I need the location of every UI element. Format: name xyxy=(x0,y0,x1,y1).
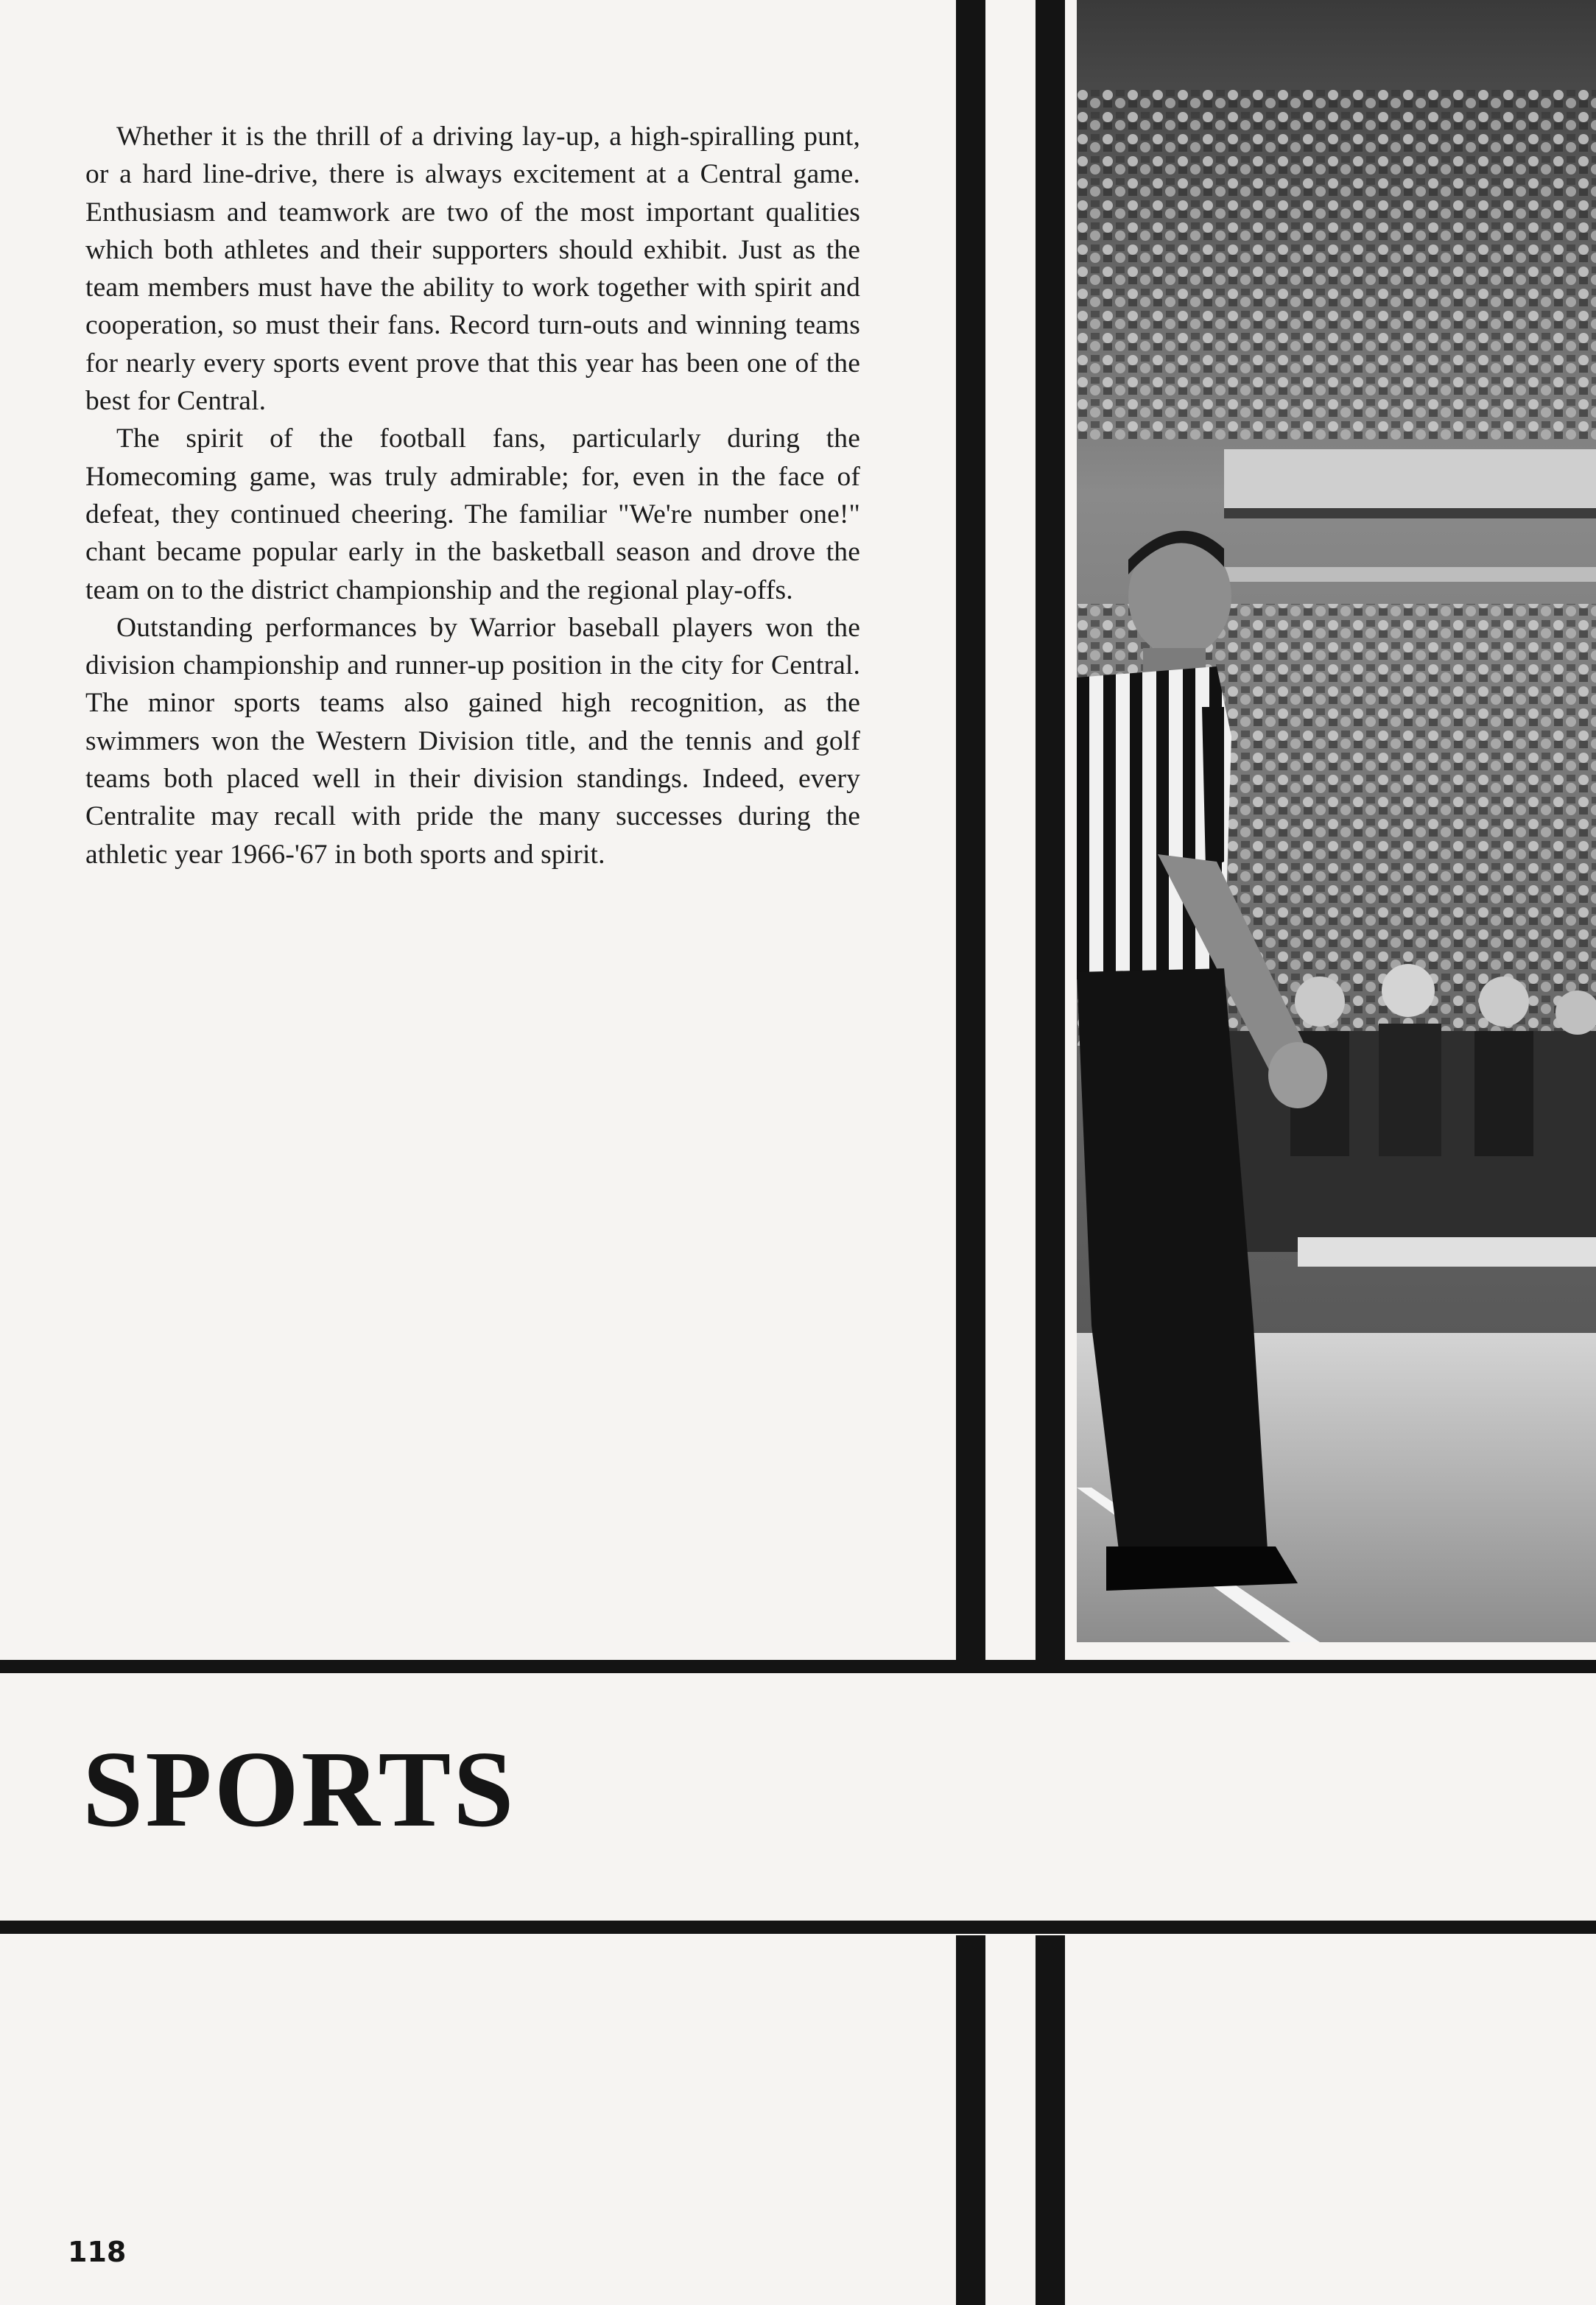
vertical-rule-right-bottom xyxy=(1036,1935,1065,2305)
page-number: 118 xyxy=(68,2236,127,2268)
horizontal-rule-bottom xyxy=(0,1921,1596,1934)
vertical-rule-left-bottom xyxy=(956,1935,985,2305)
vertical-rule-right-top xyxy=(1036,0,1065,1663)
article-paragraph: Outstanding performances by Warrior baseball players won the division championship and runner-up position in the city for Central. The minor sports teams also gained high recognition, as the swimmers won the Western Division title, and the tennis and golf teams both placed well in their division standings. Indeed, every Centralite may recall with pride the many successes during the athletic year 1966-'67 in both sports and spirit. xyxy=(85,612,860,870)
vertical-rule-left-top xyxy=(956,0,985,1663)
referee-photo xyxy=(1077,0,1596,1642)
horizontal-rule-top xyxy=(0,1660,1596,1673)
referee-photo-image xyxy=(1077,0,1596,1642)
article-paragraph: The spirit of the football fans, particularly during the Homecoming game, was truly admirable; for, even in the face of defeat, they continued cheering. The familiar "We're number one!" chant became popular early in the basketball season and drove the team on to the district championship and the regional play-offs. xyxy=(85,423,860,605)
article-body xyxy=(85,118,860,873)
section-title: SPORTS xyxy=(82,1729,516,1850)
article-paragraph: Whether it is the thrill of a driving lay-up, a high-spiralling punt, or a hard line-drive, there is always excitement at a Central game. Enthusiasm and teamwork are two of the most important qualities which both athletes and their supporters should exhibit. Just as the team members must have the ability to work together with spirit and cooperation, so must their fans. Record turn-outs and winning teams for nearly every sports event prove that this year has been one of the best for Central. xyxy=(85,122,860,417)
